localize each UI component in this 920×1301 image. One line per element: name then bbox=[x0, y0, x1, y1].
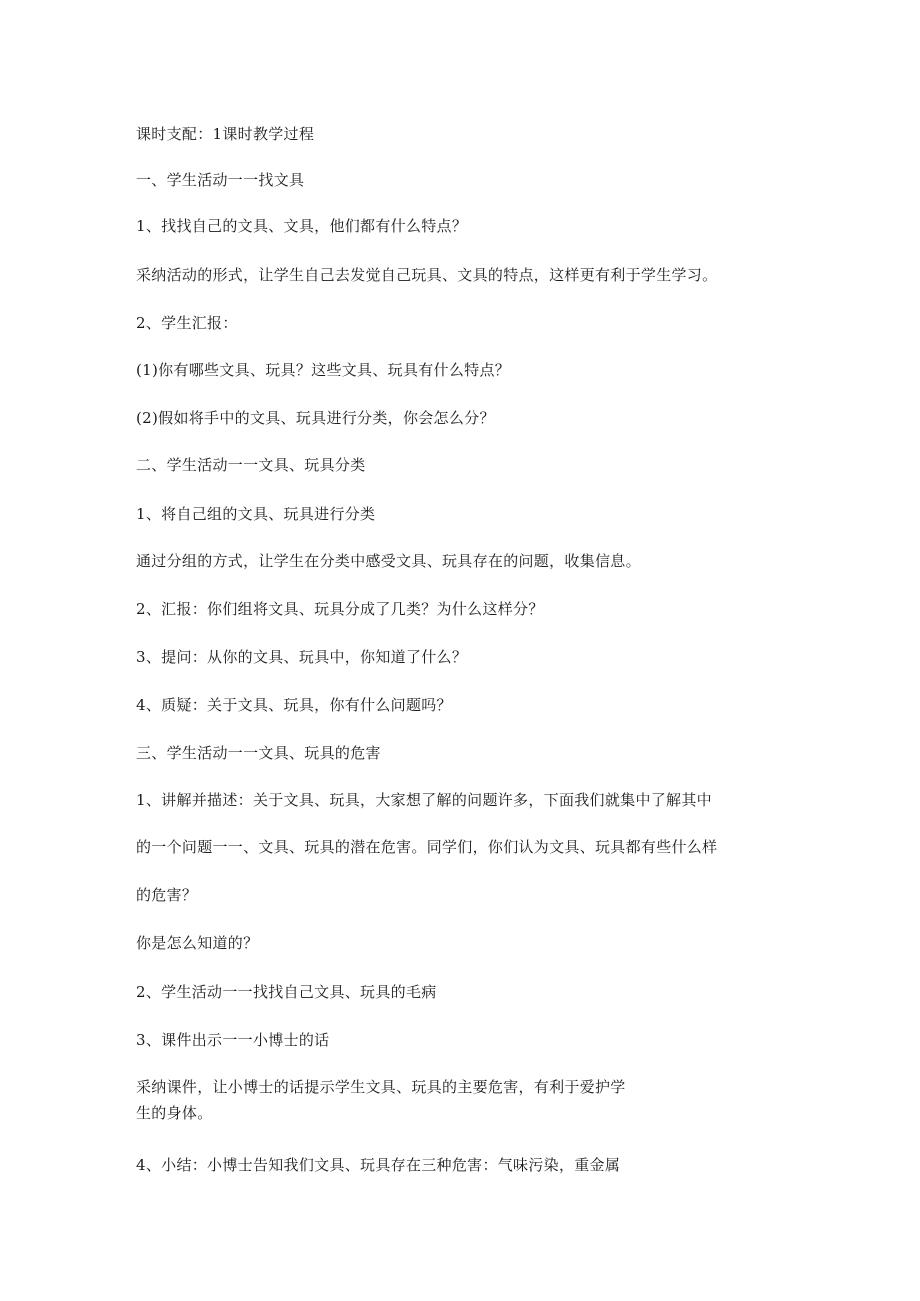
paragraph-line: 4、小结：小博士告知我们文具、玩具存在三种危害：气味污染，重金属 bbox=[136, 1156, 621, 1174]
paragraph-line: 2、学生汇报： bbox=[136, 314, 238, 332]
paragraph-line: 2、汇报：你们组将文具、玩具分成了几类？为什么这样分？ bbox=[136, 600, 544, 618]
section-heading-2: 二、学生活动一一文具、玩具分类 bbox=[136, 456, 366, 474]
paragraph-line: 的一个问题一一、文具、玩具的潜在危害。同学们，你们认为文具、玩具都有些什么样 bbox=[136, 838, 718, 856]
paragraph-line: 4、质疑：关于文具、玩具，你有什么问题吗？ bbox=[136, 696, 452, 714]
paragraph-line: 2、学生活动一一找找自己文具、玩具的毛病 bbox=[136, 983, 437, 1001]
paragraph-line: 3、提问：从你的文具、玩具中，你知道了什么？ bbox=[136, 648, 468, 666]
section-heading-3: 三、学生活动一一文具、玩具的危害 bbox=[136, 744, 381, 762]
lesson-schedule-line: 课时支配：1课时教学过程 bbox=[136, 125, 315, 143]
section-heading-1: 一、学生活动一一找文具 bbox=[136, 171, 305, 189]
paragraph-line: (2)假如将手中的文具、玩具进行分类，你会怎么分？ bbox=[136, 409, 495, 427]
paragraph-line: 的危害？ bbox=[136, 886, 198, 904]
paragraph-line: 采纳课件，让小博士的话提示学生文具、玩具的主要危害，有利于爱护学 bbox=[136, 1078, 626, 1096]
paragraph-line: 1、将自己组的文具、玩具进行分类 bbox=[136, 505, 376, 523]
paragraph-line: 3、课件出示一一小博士的话 bbox=[136, 1031, 330, 1049]
paragraph-line: 1、讲解并描述：关于文具、玩具，大家想了解的问题许多，下面我们就集中了解其中 bbox=[136, 791, 712, 809]
paragraph-line: 通过分组的方式，让学生在分类中感受文具、玩具存在的问题，收集信息。 bbox=[136, 552, 641, 570]
paragraph-line: 生的身体。 bbox=[136, 1104, 213, 1122]
paragraph-line: 1、找找自己的文具、文具，他们都有什么特点？ bbox=[136, 217, 468, 235]
paragraph-line: 你是怎么知道的？ bbox=[136, 934, 259, 952]
paragraph-line: (1)你有哪些文具、玩具？这些文具、玩具有什么特点？ bbox=[136, 361, 511, 379]
paragraph-line: 采纳活动的形式，让学生自己去发觉自己玩具、文具的特点，这样更有利于学生学习。 bbox=[136, 266, 718, 284]
